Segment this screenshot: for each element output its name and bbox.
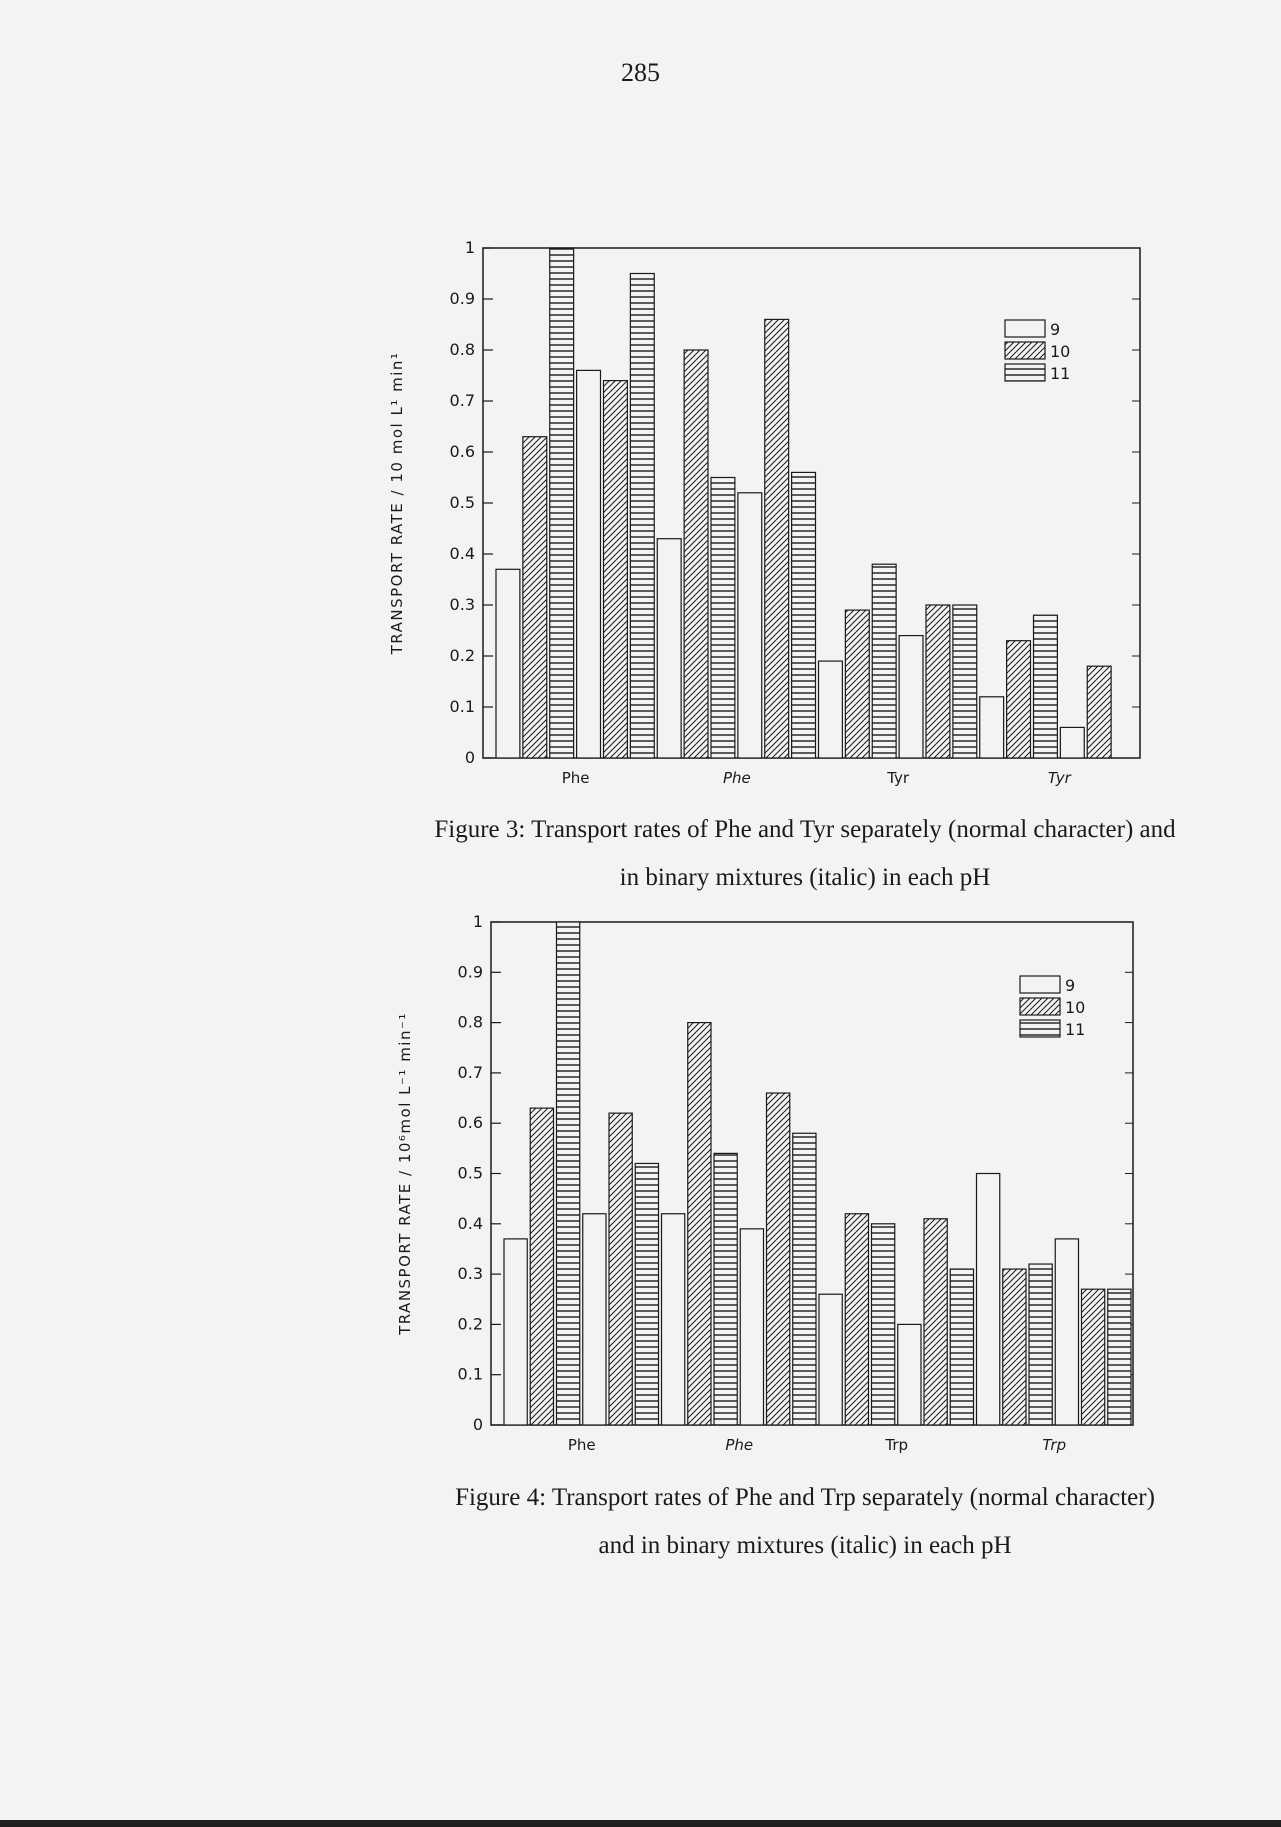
y-tick-label: 0.1 [457,1364,483,1384]
bar-open-phe [504,1239,527,1425]
category-label: Phe [722,769,751,787]
legend-label: 9 [1065,976,1076,995]
legend-swatch [1020,998,1060,1015]
figure-4-caption [330,1474,1280,1570]
category-label: Trp [885,1436,909,1454]
legend-label: 10 [1065,998,1086,1017]
legend-label: 10 [1050,342,1071,361]
legend-swatch [1020,976,1060,993]
bar-horizontal-phe [714,1153,737,1425]
y-tick-label: 0.6 [449,442,475,461]
legend-label: 11 [1065,1020,1086,1039]
y-tick-label: 0.8 [449,340,475,359]
y-tick-label: 0.9 [449,289,475,308]
bar-horizontal-phe [793,1133,816,1425]
y-tick-label: 0.4 [449,544,475,563]
bar-diagonal-trp [1003,1269,1026,1425]
y-tick-label: 0.7 [457,1062,483,1082]
category-label: Phe [567,1436,596,1454]
bar-open-phe [583,1214,606,1425]
category-label: Tyr [887,769,910,787]
y-tick-label: 0.2 [449,646,475,665]
bar-diagonal-phe [688,1023,711,1425]
caption-line: in binary mixtures (italic) in each pH [619,864,991,891]
y-tick-label: 1 [464,238,475,257]
y-tick-label: 0.5 [449,493,475,512]
category-label: Phe [561,769,590,787]
bar-open-trp [977,1174,1000,1426]
bar-horizontal-phe [635,1163,658,1425]
bar-horizontal-trp [1029,1264,1052,1425]
page-number: 285 [621,58,660,87]
bar-open-trp [898,1324,921,1425]
bar-horizontal-trp [950,1269,973,1425]
page-edge-shadow [0,1820,1281,1827]
bar-open-phe [662,1214,685,1425]
bar-horizontal-trp [1108,1289,1131,1425]
y-tick-label: 0.8 [457,1012,483,1032]
bar-diagonal-phe [530,1108,553,1425]
y-tick-label: 0 [464,748,475,767]
category-label: Trp [1042,1436,1067,1454]
y-tick-label: 0.5 [457,1163,483,1183]
caption-line: Figure 3: Transport rates of Phe and Tyr separately (normal character) and [434,816,1176,843]
bar-diagonal-trp [1082,1289,1105,1425]
bar-diagonal-phe [609,1113,632,1425]
y-axis-label: TRANSPORT RATE / 10 mol L¹ min¹ [388,351,406,655]
category-label: Tyr [1047,769,1071,787]
bar-diagonal-trp [924,1219,947,1425]
y-tick-label: 0.3 [457,1264,483,1284]
y-tick-label: 0.4 [457,1213,483,1233]
caption-line: and in binary mixtures (italic) in each pH [598,1532,1012,1559]
legend-label: 11 [1050,364,1071,383]
y-tick-label: 0.3 [449,595,475,614]
y-tick-label: 0 [472,1415,483,1434]
y-axis-label: TRANSPORT RATE / 10⁶mol L⁻¹ min⁻¹ [396,1012,414,1335]
y-tick-label: 0.6 [457,1113,483,1133]
bar-diagonal-phe [767,1093,790,1425]
caption-line: Figure 4: Transport rates of Phe and Trp separately (normal character) [455,1484,1155,1511]
legend-swatch [1020,1020,1060,1037]
bar-open-phe [740,1229,763,1425]
bar-diagonal-trp [845,1214,868,1425]
y-tick-label: 0.7 [449,391,475,410]
bar-horizontal-trp [872,1224,895,1425]
y-tick-label: 1 [472,912,483,931]
bar-horizontal-phe [557,922,580,1425]
y-tick-label: 0.2 [457,1314,483,1334]
y-tick-label: 0.9 [457,962,483,982]
legend-label: 9 [1050,320,1061,339]
bar-open-trp [819,1294,842,1425]
y-tick-label: 0.1 [449,697,475,716]
bar-open-trp [1055,1239,1078,1425]
category-label: Phe [725,1436,754,1454]
